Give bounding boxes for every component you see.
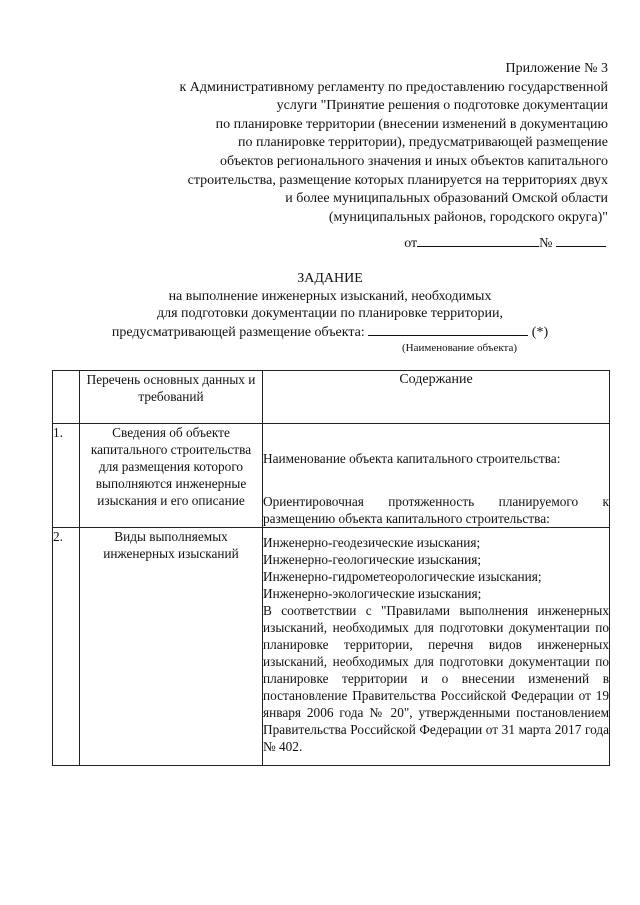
appendix-line: по планировке территории), предусматривающей размещение xyxy=(237,135,608,151)
date-blank xyxy=(417,234,539,247)
survey-type-item: Инженерно-геодезические изыскания; xyxy=(263,535,481,550)
row-content xyxy=(263,424,610,528)
task-subtitle-line: на выполнение инженерных изысканий, необходимых xyxy=(168,288,492,304)
number-label: № xyxy=(539,236,553,251)
object-name-caption: (Наименование объекта) xyxy=(402,342,518,354)
row-requirement: Виды выполняемых инженерных изысканий xyxy=(80,528,263,766)
task-heading: ЗАДАНИЕ xyxy=(297,271,363,286)
row-number: 1. xyxy=(53,424,80,528)
appendix-line: (муниципальных районов, городского округа)" xyxy=(328,209,608,225)
row-requirement: Сведения об объекте капитального строительства для размещения которого выполняются инженерные изыскания и его описание xyxy=(80,424,263,528)
appendix-line: объектов регионального значения и иных объектов капитального xyxy=(219,153,608,169)
date-number-line xyxy=(404,234,606,252)
appendix-line: услуги "Принятие решения о подготовке документации xyxy=(276,98,608,114)
header-requirements: Перечень основных данных и требований xyxy=(80,371,263,424)
task-subtitle-line: для подготовки документации по планировке территории, xyxy=(156,306,504,321)
survey-type-item: Инженерно-геологические изыскания; xyxy=(263,552,482,567)
regulation-reference: В соответствии с "Правилами выполнения инженерных изысканий, необходимых для подготовки документации по планировке территории, перечня видов инженерных изысканий, необходимых для подготовки документации по планировке территории и о внесении изменений в постановление Правительства Российской Федерации от 19 января 2006 года № 20", утвержденными постановлением Правительства Российской Федерации от 31 марта 2017 года № 402. xyxy=(263,603,609,754)
object-line xyxy=(40,323,620,342)
number-blank xyxy=(556,234,606,247)
table-row xyxy=(53,528,610,766)
survey-type-item: Инженерно-гидрометеорологические изыскания; xyxy=(263,569,542,584)
requirements-table xyxy=(52,370,610,766)
appendix-line: строительства, размещение которых планируется на территориях двух xyxy=(187,172,608,188)
row-content xyxy=(263,528,610,766)
header-num-cell xyxy=(53,371,80,424)
date-label: от xyxy=(404,236,418,251)
header-content: Содержание xyxy=(263,371,610,424)
task-title-block xyxy=(40,270,620,341)
object-name-field: Наименование объекта капитального строительства: xyxy=(263,451,561,466)
appendix-line: по планировке территории (внесении изменений в документацию xyxy=(215,116,608,132)
row-number: 2. xyxy=(53,528,80,766)
appendix-line: и более муниципальных образований Омской области xyxy=(285,191,608,207)
object-name-blank xyxy=(368,323,528,336)
appendix-title: Приложение № 3 xyxy=(505,61,608,76)
table-row xyxy=(53,424,610,528)
object-label: предусматривающей размещение объекта: xyxy=(111,324,365,340)
table-header-row xyxy=(53,371,610,424)
appendix-line: к Административному регламенту по предоставлению государственной xyxy=(179,79,608,95)
footnote-marker: (*) xyxy=(531,324,549,340)
appendix-header xyxy=(128,60,608,227)
survey-type-item: Инженерно-экологические изыскания; xyxy=(263,586,482,601)
object-length-field: Ориентировочная протяженность планируемого к размещению объекта капитального строительства: xyxy=(263,494,609,526)
